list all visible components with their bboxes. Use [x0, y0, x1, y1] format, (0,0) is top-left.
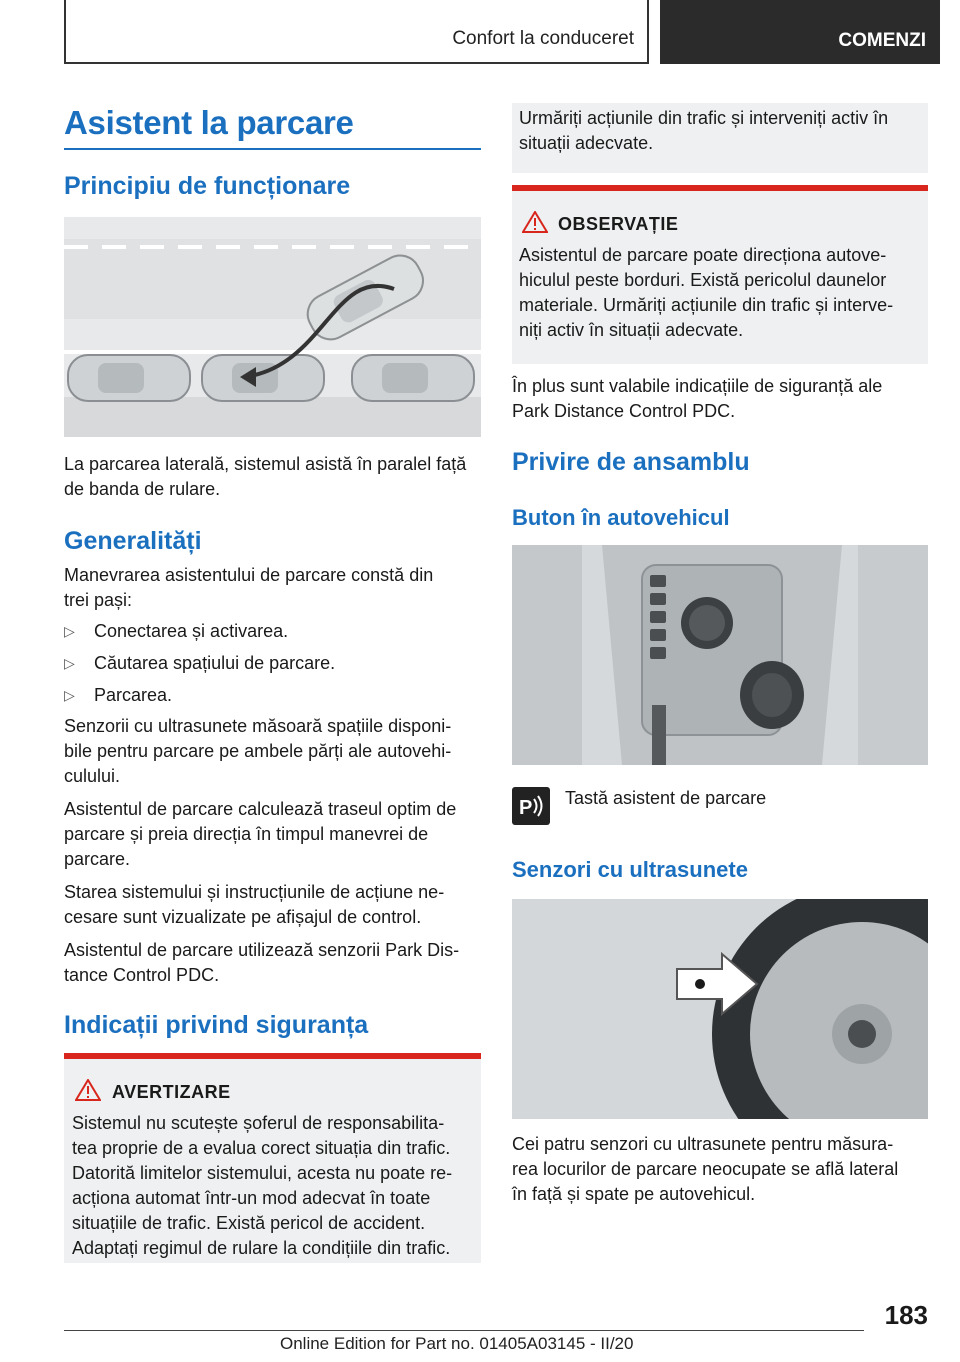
- list-item: ▷ Căutarea spațiului de parcare.: [64, 651, 484, 676]
- triangle-bullet-icon: ▷: [64, 687, 75, 703]
- triangle-bullet-icon: ▷: [64, 655, 75, 671]
- heading-principiu: Principiu de funcționare: [64, 172, 351, 200]
- svg-text:P: P: [519, 797, 533, 819]
- heading-siguranta: Indicații privind siguranța: [64, 1011, 369, 1039]
- triangle-bullet-icon: ▷: [64, 623, 75, 639]
- pdc-note: În plus sunt valabile indicațiile de siguranță ale Park Distance Control PDC.: [512, 376, 883, 421]
- heading-privire: Privire de ansamblu: [512, 448, 750, 476]
- page-title: Asistent la parcare: [64, 104, 354, 141]
- paragraph-stare: Starea sistemului și instrucțiunile de acțiune ne‐ cesare sunt vizualizate pe afișajul de control.: [64, 882, 445, 927]
- paragraph-traseu: Asistentul de parcare calculează traseul optim de parcare și preia direcția în timpul manevrei de parcare.: [64, 799, 457, 869]
- warning-continuation-box: [512, 103, 928, 173]
- header-title: Confort la conduceret: [452, 28, 634, 49]
- footer-rule: [64, 1330, 864, 1331]
- heading-senzori: Senzori cu ultrasunete: [512, 857, 748, 882]
- title-rule: [64, 148, 481, 150]
- parking-assist-button-icon: [512, 787, 550, 825]
- warning-triangle-icon: [75, 1079, 101, 1101]
- sensor-illustration: [512, 899, 928, 1119]
- button-label: Tastă asistent de parcare: [565, 788, 767, 808]
- notice-triangle-icon: [522, 211, 548, 233]
- generalitati-intro: Manevrarea asistentului de parcare constă din trei pași:: [64, 565, 434, 610]
- section-tab: COMENZI: [660, 0, 940, 64]
- list-item: ▷ Conectarea și activarea.: [64, 619, 484, 644]
- warning-title: AVERTIZARE: [112, 1082, 231, 1102]
- caption-principiu: La parcarea laterală, sistemul asistă în paralel față de banda de rulare.: [64, 454, 467, 499]
- notice-text: Asistentul de parcare poate direcționa autove‐ hiculul peste borduri. Există pericolul daunelor materiale. Urmăriți acțiunile din trafic și interve‐ niți activ în situații adecvate.: [519, 245, 894, 340]
- senzori-text: Cei patru senzori cu ultrasunete pentru măsura‐ rea locurilor de parcare neocupate se află lateral în față și spate pe autovehicul.: [512, 1134, 899, 1204]
- list-item: ▷ Parcarea.: [64, 683, 484, 708]
- footer-edition: Online Edition for Part no. 01405A03145 - II/20: [280, 1334, 634, 1353]
- warning-box: [64, 1059, 481, 1263]
- page-number: 183: [884, 1300, 928, 1330]
- heading-generalitati: Generalități: [64, 527, 202, 555]
- notice-title: OBSERVAȚIE: [558, 214, 679, 234]
- paragraph-pdc: Asistentul de parcare utilizează senzorii Park Dis‐ tance Control PDC.: [64, 940, 460, 985]
- paragraph-senzori: Senzorii cu ultrasunete măsoară spațiile disponi‐ bile pentru parcare pe ambele părți ale autovehi‐ culului.: [64, 716, 452, 786]
- parking-illustration: [64, 217, 481, 437]
- warning-continuation-text: Urmăriți acțiunile din trafic și interveniți activ în situații adecvate.: [519, 108, 889, 153]
- heading-buton: Buton în autovehicul: [512, 505, 730, 530]
- warning-text: Sistemul nu scutește șoferul de responsabilita‐ tea proprie de a evalua corect situația din trafic. Datorită limitelor sistemului, acesta nu poate re‐ acționa automat într-un mod adecvat în toate situațiile de trafic. Există pericol de accident. Adaptați regimul de rulare la condițiile din trafic.: [72, 1113, 453, 1258]
- console-illustration: [512, 545, 928, 765]
- notice-box: [512, 191, 928, 364]
